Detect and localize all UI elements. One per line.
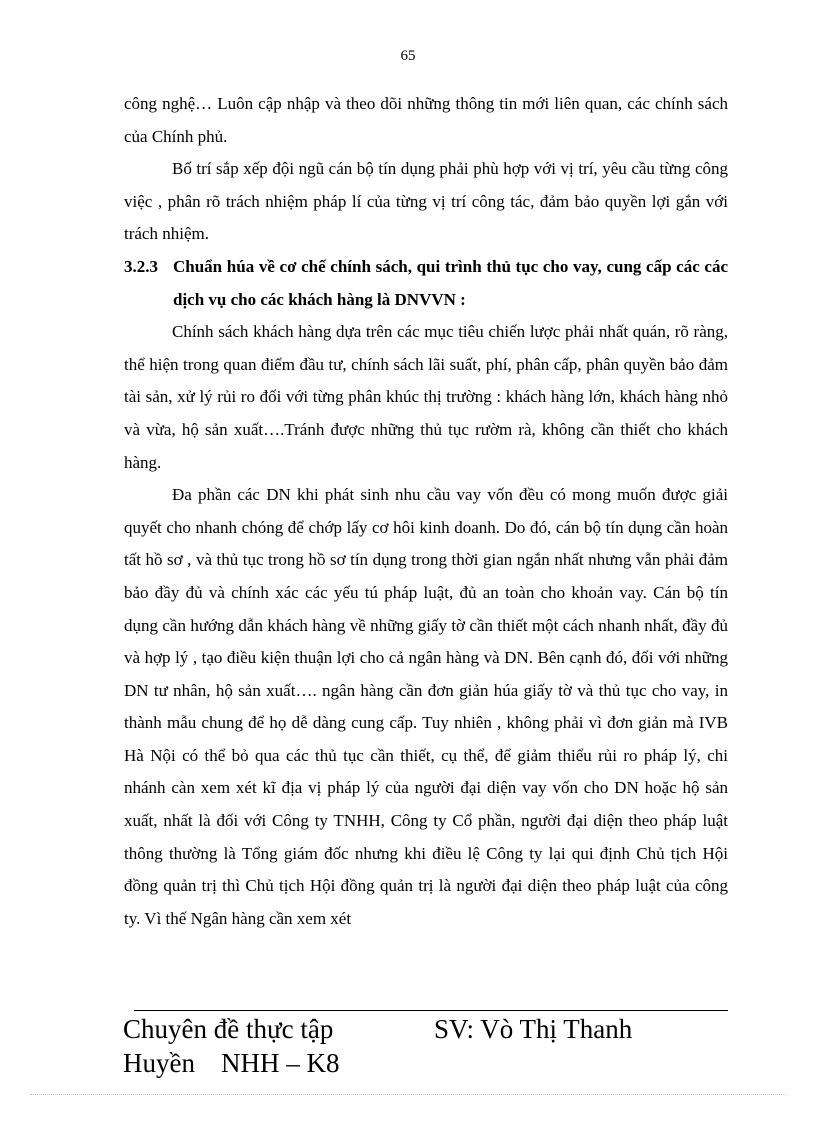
section-title: Chuẩn húa về cơ chế chính sách, qui trình thủ tục cho vay, cung cấp các các dịch vụ cho các khách hàng là DNVVN :	[173, 256, 728, 309]
paragraph-3: Chính sách khách hàng dựa trên các mục tiêu chiến lược phải nhất quán, rõ ràng, thể hiện trong quan điểm đầu tư, chính sách lãi suất, phí, phân cấp, phân quyền bảo đảm tài sản, xử lý rủi ro đối với từng phân khúc thị trường : khách hàng lớn, khách hàng nhỏ và vừa, hộ sản xuất….Tránh được những thủ tục rườm rà, không cần thiết cho khách hàng.	[124, 322, 728, 472]
paragraph-1: công nghệ… Luôn cập nhập và theo dõi những thông tin mới liên quan, các chính sách của Chính phủ.	[124, 94, 728, 146]
document-body	[124, 88, 728, 935]
page-footer	[123, 1012, 723, 1080]
page-bottom-border	[30, 1094, 786, 1095]
paragraph-4: Đa phần các DN khi phát sinh nhu cầu vay vốn đều có mong muốn được giải quyết cho nhanh chóng để chớp lấy cơ hôi kinh doanh. Do đó, cán bộ tín dụng cần hoàn tất hồ sơ , và thủ tục trong hồ sơ tín dụng trong thời gian ngắn nhất nhưng vẫn phải đảm bảo đầy đủ và chính xác các yếu tú pháp luật, đủ an toàn cho khoản vay. Cán bộ tín dụng cần hướng dẫn khách hàng về những giấy tờ cần thiết một cách nhanh nhất, đầy đủ và hợp lý , tạo điều kiện thuận lợi cho cả ngân hàng và DN. Bên cạnh đó, đối với những DN tư nhân, hộ sản xuất…. ngân hàng cần đơn giản húa giấy tờ và thủ tục cho vay, in thành mẫu chung để họ dễ dàng cung cấp. Tuy nhiên , không phải vì đơn giản mà IVB Hà Nội có thể bỏ qua các thủ tục cần thiết, cụ thể, để giảm thiểu rủi ro pháp lý, chi nhánh càn xem xét kĩ địa vị pháp lý của người đại diện vay vốn cho DN hoặc hộ sản xuất, nhất là đối với Công ty TNHH, Công ty Cổ phần, người đại diện theo pháp luật thông thường là Tổng giám đốc nhưng khi điều lệ Công ty lại qui định Chủ tịch Hội đồng quản trị thì Chủ tịch Hội đồng quản trị là người đại diện theo pháp luật của công ty. Vì thế Ngân hàng cần xem xét	[124, 485, 728, 928]
footer-class: NHH – K8	[220, 1048, 340, 1078]
footer-student: SV: Vò Thị Thanh	[434, 1014, 633, 1044]
section-number: 3.2.3	[124, 256, 158, 276]
footer-divider	[134, 1010, 728, 1011]
page-number: 65	[400, 48, 416, 64]
paragraph-2: Bố trí sắp xếp đội ngũ cán bộ tín dụng phải phù hợp với vị trí, yêu cầu từng công việc , phân rõ trách nhiệm pháp lí của từng vị trí công tác, đảm bảo quyền lợi gắn với trách nhiệm.	[124, 159, 728, 244]
footer-course: Chuyên đề thực tập	[123, 1014, 334, 1044]
section-heading	[124, 251, 728, 316]
footer-student-cont: Huyền	[123, 1048, 195, 1078]
